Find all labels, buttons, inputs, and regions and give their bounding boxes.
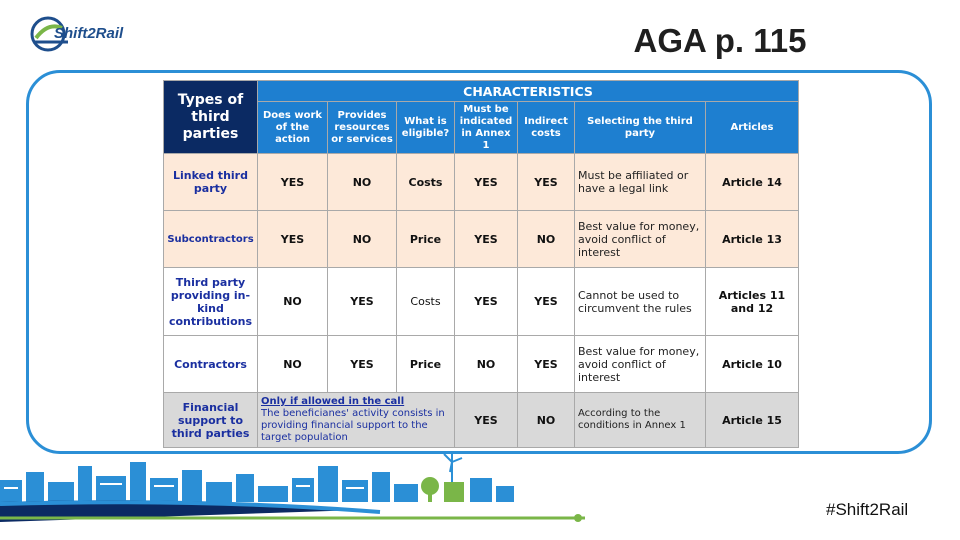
- col-does-work: Does work of the action: [258, 102, 328, 154]
- row-type: Subcontractors: [164, 211, 258, 268]
- cell-annex: YES: [455, 393, 518, 448]
- types-header: Types of third parties: [164, 81, 258, 154]
- cell-eligible: Costs: [397, 154, 455, 211]
- table-row: [164, 268, 799, 336]
- col-articles: Articles: [706, 102, 799, 154]
- cell-eligible: Costs: [397, 268, 455, 336]
- city-train-illustration: [0, 452, 590, 526]
- table-row: [164, 211, 799, 268]
- hashtag: #Shift2Rail: [826, 500, 909, 519]
- cell-indirect: YES: [518, 336, 575, 393]
- cell-indirect: YES: [518, 268, 575, 336]
- row-type: Third party providing in-kind contributions: [164, 268, 258, 336]
- col-annex-1: Must be indicated in Annex 1: [455, 102, 518, 154]
- shift2rail-logo: [28, 14, 128, 54]
- cell-does-work: YES: [258, 154, 328, 211]
- financial-description: The beneficianes' activity consists in providing financial support to the target population: [261, 408, 445, 443]
- cell-annex: YES: [455, 211, 518, 268]
- cell-eligible: Price: [397, 211, 455, 268]
- logo-text: Shift2Rail: [54, 25, 124, 42]
- cell-article: Article 13: [706, 211, 799, 268]
- row-type: Financial support to third parties: [164, 393, 258, 448]
- cell-article: Articles 11 and 12: [706, 268, 799, 336]
- col-what-eligible: What is eligible?: [397, 102, 455, 154]
- cell-selecting: According to the conditions in Annex 1: [575, 393, 706, 448]
- col-indirect-costs: Indirect costs: [518, 102, 575, 154]
- cell-annex: YES: [455, 268, 518, 336]
- cell-provides: YES: [328, 268, 397, 336]
- slide-title: AGA p. 115: [633, 22, 807, 59]
- col-provides-resources: Provides resources or services: [328, 102, 397, 154]
- cell-provides: YES: [328, 336, 397, 393]
- table-row: [164, 154, 799, 211]
- cell-indirect: NO: [518, 393, 575, 448]
- cell-selecting: Must be affiliated or have a legal link: [575, 154, 706, 211]
- cell-selecting: Best value for money, avoid conflict of interest: [575, 211, 706, 268]
- col-selecting: Selecting the third party: [575, 102, 706, 154]
- cell-indirect: NO: [518, 211, 575, 268]
- cell-does-work: NO: [258, 268, 328, 336]
- cell-provides: NO: [328, 211, 397, 268]
- row-type: Linked third party: [164, 154, 258, 211]
- financial-condition-cell: [258, 393, 455, 448]
- cell-does-work: YES: [258, 211, 328, 268]
- cell-provides: NO: [328, 154, 397, 211]
- cell-annex: NO: [455, 336, 518, 393]
- cell-selecting: Cannot be used to circumvent the rules: [575, 268, 706, 336]
- third-parties-table: [163, 80, 799, 448]
- cell-article: Article 10: [706, 336, 799, 393]
- cell-indirect: YES: [518, 154, 575, 211]
- row-type: Contractors: [164, 336, 258, 393]
- table-row: [164, 336, 799, 393]
- cell-selecting: Best value for money, avoid conflict of interest: [575, 336, 706, 393]
- cell-article: Article 14: [706, 154, 799, 211]
- characteristics-header: CHARACTERISTICS: [258, 81, 799, 102]
- cell-annex: YES: [455, 154, 518, 211]
- cell-eligible: Price: [397, 336, 455, 393]
- financial-condition: Only if allowed in the call: [261, 396, 405, 407]
- cell-does-work: NO: [258, 336, 328, 393]
- cell-article: Article 15: [706, 393, 799, 448]
- table-row: [164, 393, 799, 448]
